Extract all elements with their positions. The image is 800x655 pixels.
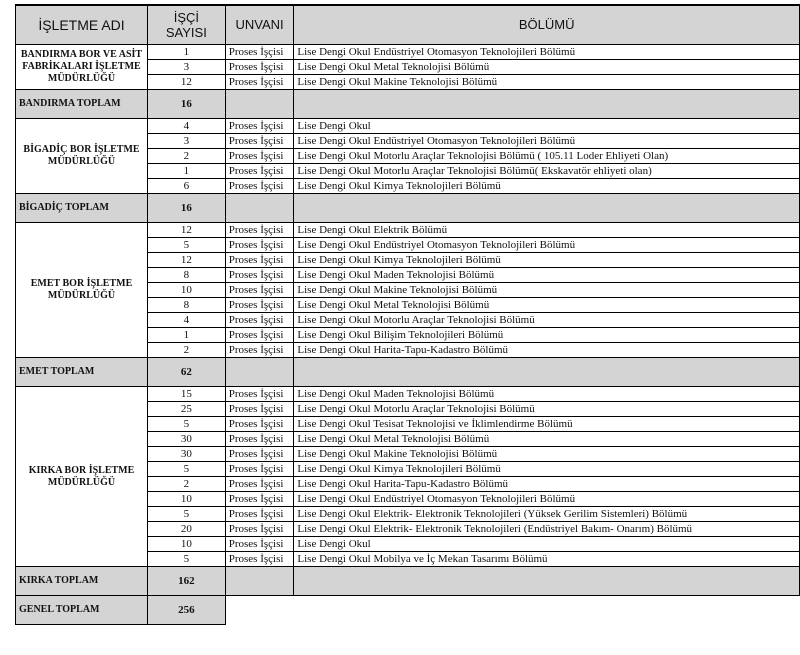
job-title: Proses İşçisi bbox=[225, 238, 294, 253]
unit-name: BİGADİÇ BOR İŞLETME MÜDÜRLÜĞÜ bbox=[16, 119, 148, 194]
worker-count: 1 bbox=[148, 45, 226, 60]
department: Lise Dengi Okul Maden Teknolojisi Bölümü bbox=[294, 268, 800, 283]
subtotal-blank-title bbox=[225, 358, 294, 387]
job-title: Proses İşçisi bbox=[225, 283, 294, 298]
department: Lise Dengi Okul Elektrik- Elektronik Teknolojileri (Endüstriyel Bakım- Onarım) Bölümü bbox=[294, 522, 800, 537]
job-title: Proses İşçisi bbox=[225, 477, 294, 492]
worker-count: 25 bbox=[148, 402, 226, 417]
department: Lise Dengi Okul Bilişim Teknolojileri Bölümü bbox=[294, 328, 800, 343]
job-title: Proses İşçisi bbox=[225, 432, 294, 447]
department: Lise Dengi Okul Makine Teknolojisi Bölümü bbox=[294, 75, 800, 90]
worker-count: 12 bbox=[148, 253, 226, 268]
subtotal-blank-department bbox=[294, 194, 800, 223]
worker-count: 15 bbox=[148, 387, 226, 402]
job-title: Proses İşçisi bbox=[225, 328, 294, 343]
worker-count: 6 bbox=[148, 179, 226, 194]
worker-count: 10 bbox=[148, 537, 226, 552]
department: Lise Dengi Okul Kimya Teknolojileri Bölümü bbox=[294, 462, 800, 477]
job-title: Proses İşçisi bbox=[225, 507, 294, 522]
worker-count: 5 bbox=[148, 462, 226, 477]
job-title: Proses İşçisi bbox=[225, 447, 294, 462]
department: Lise Dengi Okul Motorlu Araçlar Teknolojisi Bölümü bbox=[294, 402, 800, 417]
subtotal-blank-department bbox=[294, 358, 800, 387]
subtotal-value: 16 bbox=[148, 194, 226, 223]
job-title: Proses İşçisi bbox=[225, 298, 294, 313]
job-title: Proses İşçisi bbox=[225, 164, 294, 179]
job-title: Proses İşçisi bbox=[225, 45, 294, 60]
unit-name: BANDIRMA BOR VE ASİT FABRİKALARI İŞLETME MÜDÜRLÜĞÜ bbox=[16, 45, 148, 90]
department: Lise Dengi Okul Makine Teknolojisi Bölümü bbox=[294, 283, 800, 298]
table-row bbox=[16, 45, 800, 60]
worker-count: 5 bbox=[148, 507, 226, 522]
worker-count: 30 bbox=[148, 447, 226, 462]
department: Lise Dengi Okul Tesisat Teknolojisi ve İklimlendirme Bölümü bbox=[294, 417, 800, 432]
worker-count: 8 bbox=[148, 298, 226, 313]
job-title: Proses İşçisi bbox=[225, 60, 294, 75]
department: Lise Dengi Okul bbox=[294, 537, 800, 552]
job-title: Proses İşçisi bbox=[225, 417, 294, 432]
worker-count: 8 bbox=[148, 268, 226, 283]
subtotal-value: 62 bbox=[148, 358, 226, 387]
worker-count: 4 bbox=[148, 119, 226, 134]
count-header-line2: SAYISI bbox=[165, 25, 207, 40]
worker-count: 20 bbox=[148, 522, 226, 537]
department: Lise Dengi Okul Endüstriyel Otomasyon Teknolojileri Bölümü bbox=[294, 45, 800, 60]
department-header: BÖLÜMÜ bbox=[294, 5, 800, 45]
department: Lise Dengi Okul bbox=[294, 119, 800, 134]
department: Lise Dengi Okul Kimya Teknolojileri Bölümü bbox=[294, 253, 800, 268]
job-title: Proses İşçisi bbox=[225, 552, 294, 567]
department: Lise Dengi Okul Harita-Tapu-Kadastro Bölümü bbox=[294, 477, 800, 492]
department: Lise Dengi Okul Motorlu Araçlar Teknolojisi Bölümü bbox=[294, 313, 800, 328]
department: Lise Dengi Okul Motorlu Araçlar Teknolojisi Bölümü( Ekskavatör ehliyeti olan) bbox=[294, 164, 800, 179]
department: Lise Dengi Okul Elektrik- Elektronik Teknolojileri (Yüksek Gerilim Sistemleri) Bölümü bbox=[294, 507, 800, 522]
unit-name: KIRKA BOR İŞLETME MÜDÜRLÜĞÜ bbox=[16, 387, 148, 567]
worker-count: 4 bbox=[148, 313, 226, 328]
job-title: Proses İşçisi bbox=[225, 387, 294, 402]
worker-count: 10 bbox=[148, 283, 226, 298]
worker-count: 1 bbox=[148, 328, 226, 343]
title-header: UNVANI bbox=[225, 5, 294, 45]
header-row bbox=[16, 5, 800, 45]
subtotal-blank-title bbox=[225, 90, 294, 119]
worker-count: 12 bbox=[148, 223, 226, 238]
department: Lise Dengi Okul Elektrik Bölümü bbox=[294, 223, 800, 238]
table-row bbox=[16, 223, 800, 238]
job-title: Proses İşçisi bbox=[225, 313, 294, 328]
worker-count: 2 bbox=[148, 149, 226, 164]
job-title: Proses İşçisi bbox=[225, 268, 294, 283]
job-title: Proses İşçisi bbox=[225, 149, 294, 164]
subtotal-blank-department bbox=[294, 90, 800, 119]
job-title: Proses İşçisi bbox=[225, 402, 294, 417]
department: Lise Dengi Okul Kimya Teknolojileri Bölümü bbox=[294, 179, 800, 194]
job-title: Proses İşçisi bbox=[225, 75, 294, 90]
worker-count: 2 bbox=[148, 477, 226, 492]
worker-count: 3 bbox=[148, 60, 226, 75]
table-row bbox=[16, 387, 800, 402]
subtotal-value: 16 bbox=[148, 90, 226, 119]
department: Lise Dengi Okul Metal Teknolojisi Bölümü bbox=[294, 298, 800, 313]
grand-total-label: GENEL TOPLAM bbox=[16, 596, 148, 625]
department: Lise Dengi Okul Endüstriyel Otomasyon Teknolojileri Bölümü bbox=[294, 238, 800, 253]
grand-total-value: 256 bbox=[148, 596, 226, 625]
worker-count: 5 bbox=[148, 417, 226, 432]
worker-count: 3 bbox=[148, 134, 226, 149]
worker-count: 30 bbox=[148, 432, 226, 447]
job-title: Proses İşçisi bbox=[225, 537, 294, 552]
job-title: Proses İşçisi bbox=[225, 522, 294, 537]
department: Lise Dengi Okul Maden Teknolojisi Bölümü bbox=[294, 387, 800, 402]
job-title: Proses İşçisi bbox=[225, 223, 294, 238]
department: Lise Dengi Okul Metal Teknolojisi Bölümü bbox=[294, 60, 800, 75]
unit-name: EMET BOR İŞLETME MÜDÜRLÜĞÜ bbox=[16, 223, 148, 358]
table-body bbox=[16, 45, 800, 625]
department: Lise Dengi Okul Motorlu Araçlar Teknolojisi Bölümü ( 105.11 Loder Ehliyeti Olan) bbox=[294, 149, 800, 164]
department: Lise Dengi Okul Harita-Tapu-Kadastro Bölümü bbox=[294, 343, 800, 358]
job-title: Proses İşçisi bbox=[225, 492, 294, 507]
subtotal-blank-title bbox=[225, 567, 294, 596]
subtotal-row bbox=[16, 90, 800, 119]
subtotal-row bbox=[16, 567, 800, 596]
subtotal-blank-department bbox=[294, 567, 800, 596]
subtotal-label: EMET TOPLAM bbox=[16, 358, 148, 387]
subtotal-row bbox=[16, 194, 800, 223]
subtotal-label: KIRKA TOPLAM bbox=[16, 567, 148, 596]
subtotal-row bbox=[16, 358, 800, 387]
job-title: Proses İşçisi bbox=[225, 134, 294, 149]
unit-header: İŞLETME ADI bbox=[16, 5, 148, 45]
department: Lise Dengi Okul Metal Teknolojisi Bölümü bbox=[294, 432, 800, 447]
grand-total-row bbox=[16, 596, 800, 625]
personnel-table bbox=[15, 4, 800, 625]
job-title: Proses İşçisi bbox=[225, 119, 294, 134]
department: Lise Dengi Okul Endüstriyel Otomasyon Teknolojileri Bölümü bbox=[294, 134, 800, 149]
worker-count: 2 bbox=[148, 343, 226, 358]
job-title: Proses İşçisi bbox=[225, 253, 294, 268]
worker-count: 12 bbox=[148, 75, 226, 90]
department: Lise Dengi Okul Mobilya ve İç Mekan Tasarımı Bölümü bbox=[294, 552, 800, 567]
count-header-line1: İŞÇİ bbox=[173, 10, 199, 25]
worker-count: 5 bbox=[148, 238, 226, 253]
table-row bbox=[16, 119, 800, 134]
subtotal-blank-title bbox=[225, 194, 294, 223]
worker-count: 10 bbox=[148, 492, 226, 507]
department: Lise Dengi Okul Endüstriyel Otomasyon Teknolojileri Bölümü bbox=[294, 492, 800, 507]
worker-count: 1 bbox=[148, 164, 226, 179]
job-title: Proses İşçisi bbox=[225, 179, 294, 194]
count-header bbox=[148, 5, 226, 45]
subtotal-label: BİGADİÇ TOPLAM bbox=[16, 194, 148, 223]
job-title: Proses İşçisi bbox=[225, 343, 294, 358]
job-title: Proses İşçisi bbox=[225, 462, 294, 477]
subtotal-label: BANDIRMA TOPLAM bbox=[16, 90, 148, 119]
subtotal-value: 162 bbox=[148, 567, 226, 596]
department: Lise Dengi Okul Makine Teknolojisi Bölümü bbox=[294, 447, 800, 462]
worker-count: 5 bbox=[148, 552, 226, 567]
